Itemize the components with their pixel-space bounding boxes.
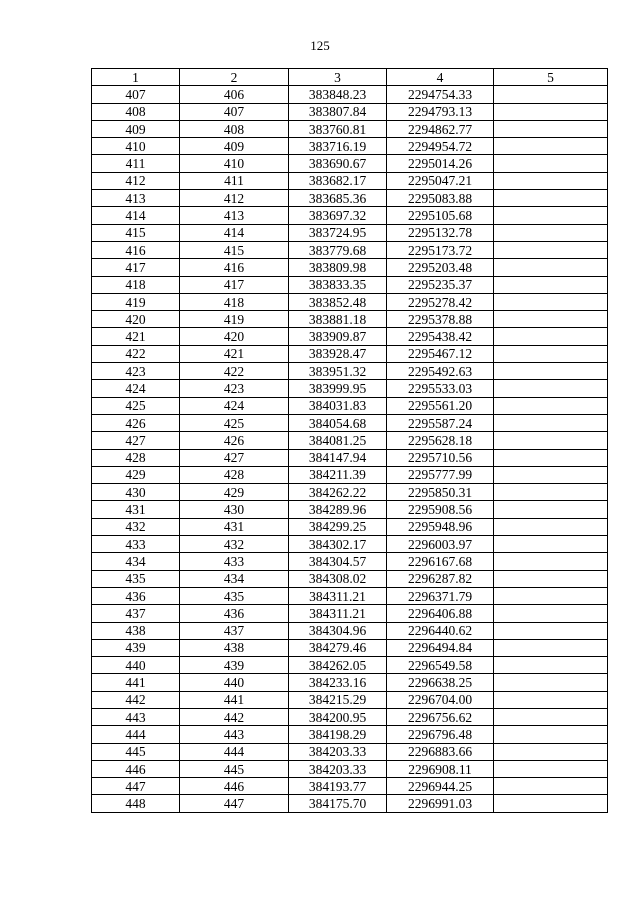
table-cell-col-5 <box>494 536 608 553</box>
table-row <box>92 155 608 172</box>
table-cell-col-4: 2295105.68 <box>387 207 494 224</box>
table-row <box>92 587 608 604</box>
table-cell-col-5 <box>494 138 608 155</box>
table-cell-col-5 <box>494 207 608 224</box>
table-cell-col-3: 384279.46 <box>289 639 387 656</box>
column-header-5: 5 <box>494 69 608 86</box>
table-cell-col-2: 447 <box>180 795 289 812</box>
table-cell-col-2: 409 <box>180 138 289 155</box>
table-cell-col-3: 383881.18 <box>289 311 387 328</box>
table-cell-col-4: 2295083.88 <box>387 190 494 207</box>
table-cell-col-4: 2295777.99 <box>387 466 494 483</box>
table-cell-col-1: 422 <box>92 345 180 362</box>
table-row <box>92 622 608 639</box>
table-cell-col-2: 442 <box>180 708 289 725</box>
table-cell-col-4: 2295173.72 <box>387 241 494 258</box>
table-cell-col-3: 383852.48 <box>289 293 387 310</box>
table-cell-col-5 <box>494 639 608 656</box>
table-cell-col-5 <box>494 363 608 380</box>
table-cell-col-2: 420 <box>180 328 289 345</box>
table-cell-col-2: 410 <box>180 155 289 172</box>
table-cell-col-5 <box>494 311 608 328</box>
table-cell-col-5 <box>494 760 608 777</box>
table-cell-col-3: 384308.02 <box>289 570 387 587</box>
table-cell-col-3: 384304.57 <box>289 553 387 570</box>
table-cell-col-2: 445 <box>180 760 289 777</box>
column-header-4: 4 <box>387 69 494 86</box>
table-cell-col-1: 441 <box>92 674 180 691</box>
table-cell-col-1: 420 <box>92 311 180 328</box>
table-cell-col-1: 409 <box>92 120 180 137</box>
table-row <box>92 380 608 397</box>
table-cell-col-2: 434 <box>180 570 289 587</box>
table-cell-col-1: 428 <box>92 449 180 466</box>
table-cell-col-1: 437 <box>92 605 180 622</box>
table-cell-col-4: 2296991.03 <box>387 795 494 812</box>
table-row <box>92 86 608 103</box>
table-cell-col-3: 384299.25 <box>289 518 387 535</box>
table-cell-col-2: 438 <box>180 639 289 656</box>
table-cell-col-5 <box>494 432 608 449</box>
table-row <box>92 726 608 743</box>
table-cell-col-5 <box>494 657 608 674</box>
table-cell-col-2: 422 <box>180 363 289 380</box>
table-row <box>92 743 608 760</box>
table-cell-col-1: 426 <box>92 414 180 431</box>
table-cell-col-3: 384262.22 <box>289 484 387 501</box>
table-header-row <box>92 69 608 86</box>
table-row <box>92 190 608 207</box>
column-header-2: 2 <box>180 69 289 86</box>
table-cell-col-1: 410 <box>92 138 180 155</box>
table-cell-col-3: 383760.81 <box>289 120 387 137</box>
table-cell-col-4: 2295132.78 <box>387 224 494 241</box>
table-row <box>92 397 608 414</box>
table-cell-col-4: 2296756.62 <box>387 708 494 725</box>
table-cell-col-2: 432 <box>180 536 289 553</box>
table-row <box>92 345 608 362</box>
table-cell-col-5 <box>494 190 608 207</box>
table-row <box>92 466 608 483</box>
table-cell-col-1: 433 <box>92 536 180 553</box>
table-cell-col-4: 2294862.77 <box>387 120 494 137</box>
table-cell-col-4: 2295047.21 <box>387 172 494 189</box>
table-cell-col-1: 439 <box>92 639 180 656</box>
table-row <box>92 639 608 656</box>
table-row <box>92 259 608 276</box>
table-cell-col-1: 419 <box>92 293 180 310</box>
table-cell-col-5 <box>494 155 608 172</box>
table-cell-col-5 <box>494 743 608 760</box>
table-cell-col-4: 2295278.42 <box>387 293 494 310</box>
table-cell-col-3: 383809.98 <box>289 259 387 276</box>
table-cell-col-4: 2295378.88 <box>387 311 494 328</box>
page-number: 125 <box>310 38 330 53</box>
table-row <box>92 553 608 570</box>
table-cell-col-3: 384175.70 <box>289 795 387 812</box>
table-cell-col-5 <box>494 622 608 639</box>
table-cell-col-3: 384198.29 <box>289 726 387 743</box>
table-cell-col-1: 435 <box>92 570 180 587</box>
table-cell-col-1: 445 <box>92 743 180 760</box>
table-cell-col-1: 415 <box>92 224 180 241</box>
table-cell-col-5 <box>494 518 608 535</box>
table-cell-col-3: 384233.16 <box>289 674 387 691</box>
table-cell-col-2: 430 <box>180 501 289 518</box>
table-row <box>92 518 608 535</box>
table-cell-col-5 <box>494 293 608 310</box>
table-cell-col-3: 384200.95 <box>289 708 387 725</box>
table-cell-col-1: 408 <box>92 103 180 120</box>
table-cell-col-4: 2296704.00 <box>387 691 494 708</box>
table-cell-col-4: 2295587.24 <box>387 414 494 431</box>
column-header-3: 3 <box>289 69 387 86</box>
table-cell-col-3: 384203.33 <box>289 743 387 760</box>
table-cell-col-5 <box>494 449 608 466</box>
table-cell-col-1: 425 <box>92 397 180 414</box>
table-cell-col-4: 2295492.63 <box>387 363 494 380</box>
table-cell-col-5 <box>494 345 608 362</box>
table-cell-col-5 <box>494 86 608 103</box>
table-cell-col-5 <box>494 587 608 604</box>
table-cell-col-3: 384311.21 <box>289 587 387 604</box>
table-cell-col-4: 2296167.68 <box>387 553 494 570</box>
table-cell-col-5 <box>494 605 608 622</box>
table-cell-col-5 <box>494 224 608 241</box>
table-cell-col-3: 384289.96 <box>289 501 387 518</box>
table-cell-col-3: 384193.77 <box>289 778 387 795</box>
table-cell-col-4: 2296908.11 <box>387 760 494 777</box>
table-cell-col-2: 424 <box>180 397 289 414</box>
table-cell-col-2: 419 <box>180 311 289 328</box>
table-cell-col-3: 384203.33 <box>289 760 387 777</box>
table-cell-col-4: 2296638.25 <box>387 674 494 691</box>
table-cell-col-1: 436 <box>92 587 180 604</box>
table-cell-col-4: 2295438.42 <box>387 328 494 345</box>
table-cell-col-1: 434 <box>92 553 180 570</box>
table-row <box>92 207 608 224</box>
table-cell-col-4: 2296944.25 <box>387 778 494 795</box>
table-cell-col-2: 441 <box>180 691 289 708</box>
table-cell-col-4: 2295850.31 <box>387 484 494 501</box>
table-cell-col-2: 427 <box>180 449 289 466</box>
table-cell-col-1: 414 <box>92 207 180 224</box>
table-cell-col-5 <box>494 120 608 137</box>
table-cell-col-5 <box>494 795 608 812</box>
table-row <box>92 414 608 431</box>
table-cell-col-3: 384304.96 <box>289 622 387 639</box>
table-cell-col-5 <box>494 397 608 414</box>
table-cell-col-5 <box>494 778 608 795</box>
table-cell-col-3: 384147.94 <box>289 449 387 466</box>
table-cell-col-4: 2295561.20 <box>387 397 494 414</box>
table-row <box>92 708 608 725</box>
table-cell-col-5 <box>494 276 608 293</box>
table-cell-col-1: 423 <box>92 363 180 380</box>
column-header-1: 1 <box>92 69 180 86</box>
table-cell-col-3: 383807.84 <box>289 103 387 120</box>
table-row <box>92 138 608 155</box>
table-row <box>92 276 608 293</box>
table-cell-col-5 <box>494 570 608 587</box>
table-cell-col-4: 2295467.12 <box>387 345 494 362</box>
table-cell-col-1: 413 <box>92 190 180 207</box>
table-cell-col-2: 436 <box>180 605 289 622</box>
table-cell-col-3: 384054.68 <box>289 414 387 431</box>
table-cell-col-2: 406 <box>180 86 289 103</box>
table-cell-col-1: 443 <box>92 708 180 725</box>
table-cell-col-4: 2296494.84 <box>387 639 494 656</box>
table-row <box>92 484 608 501</box>
table-cell-col-3: 384215.29 <box>289 691 387 708</box>
table-row <box>92 363 608 380</box>
table-cell-col-2: 443 <box>180 726 289 743</box>
table-cell-col-5 <box>494 380 608 397</box>
table-row <box>92 760 608 777</box>
table-cell-col-2: 437 <box>180 622 289 639</box>
table-cell-col-2: 428 <box>180 466 289 483</box>
table-cell-col-2: 421 <box>180 345 289 362</box>
table-cell-col-5 <box>494 259 608 276</box>
table-cell-col-5 <box>494 328 608 345</box>
table-row <box>92 311 608 328</box>
table-body <box>92 86 608 812</box>
table-cell-col-4: 2295948.96 <box>387 518 494 535</box>
coordinates-table <box>91 68 608 813</box>
table-cell-col-2: 411 <box>180 172 289 189</box>
table-cell-col-4: 2294954.72 <box>387 138 494 155</box>
table-cell-col-4: 2296003.97 <box>387 536 494 553</box>
table-cell-col-2: 439 <box>180 657 289 674</box>
table-cell-col-3: 383685.36 <box>289 190 387 207</box>
table-cell-col-4: 2295710.56 <box>387 449 494 466</box>
table-cell-col-3: 383951.32 <box>289 363 387 380</box>
table-row <box>92 674 608 691</box>
table-cell-col-5 <box>494 553 608 570</box>
table-cell-col-1: 417 <box>92 259 180 276</box>
table-cell-col-1: 412 <box>92 172 180 189</box>
table-cell-col-3: 383724.95 <box>289 224 387 241</box>
table-cell-col-2: 425 <box>180 414 289 431</box>
table-cell-col-3: 384302.17 <box>289 536 387 553</box>
table-cell-col-3: 384311.21 <box>289 605 387 622</box>
table-cell-col-3: 383848.23 <box>289 86 387 103</box>
table-row <box>92 241 608 258</box>
table-cell-col-1: 432 <box>92 518 180 535</box>
table-cell-col-2: 444 <box>180 743 289 760</box>
table-cell-col-4: 2295533.03 <box>387 380 494 397</box>
table-cell-col-4: 2295014.26 <box>387 155 494 172</box>
table-cell-col-3: 383697.32 <box>289 207 387 224</box>
table-row <box>92 449 608 466</box>
table-cell-col-1: 411 <box>92 155 180 172</box>
table-cell-col-1: 418 <box>92 276 180 293</box>
table-cell-col-4: 2296549.58 <box>387 657 494 674</box>
table-row <box>92 172 608 189</box>
table-cell-col-5 <box>494 501 608 518</box>
table-cell-col-3: 383690.67 <box>289 155 387 172</box>
table-cell-col-2: 429 <box>180 484 289 501</box>
table-cell-col-2: 413 <box>180 207 289 224</box>
table-cell-col-2: 418 <box>180 293 289 310</box>
table-row <box>92 432 608 449</box>
table-cell-col-4: 2294754.33 <box>387 86 494 103</box>
table-row <box>92 501 608 518</box>
table-cell-col-4: 2295628.18 <box>387 432 494 449</box>
table-row <box>92 778 608 795</box>
table-row <box>92 103 608 120</box>
table-cell-col-3: 384031.83 <box>289 397 387 414</box>
table-cell-col-5 <box>494 414 608 431</box>
table-cell-col-1: 440 <box>92 657 180 674</box>
table-cell-col-3: 384211.39 <box>289 466 387 483</box>
table-cell-col-1: 442 <box>92 691 180 708</box>
table-row <box>92 691 608 708</box>
table-cell-col-1: 421 <box>92 328 180 345</box>
table-cell-col-1: 430 <box>92 484 180 501</box>
table-cell-col-2: 417 <box>180 276 289 293</box>
table-cell-col-3: 384081.25 <box>289 432 387 449</box>
table-cell-col-3: 383716.19 <box>289 138 387 155</box>
table-cell-col-5 <box>494 674 608 691</box>
table-cell-col-5 <box>494 484 608 501</box>
table-cell-col-2: 423 <box>180 380 289 397</box>
table-cell-col-4: 2295235.37 <box>387 276 494 293</box>
table-cell-col-3: 383779.68 <box>289 241 387 258</box>
table-cell-col-4: 2296796.48 <box>387 726 494 743</box>
table-row <box>92 605 608 622</box>
table-cell-col-2: 407 <box>180 103 289 120</box>
table-cell-col-4: 2295203.48 <box>387 259 494 276</box>
table-cell-col-4: 2294793.13 <box>387 103 494 120</box>
table-row <box>92 570 608 587</box>
table-row <box>92 657 608 674</box>
table-cell-col-1: 431 <box>92 501 180 518</box>
table-cell-col-1: 444 <box>92 726 180 743</box>
table-cell-col-5 <box>494 726 608 743</box>
table-cell-col-1: 448 <box>92 795 180 812</box>
table-cell-col-2: 408 <box>180 120 289 137</box>
table-cell-col-3: 383682.17 <box>289 172 387 189</box>
table-cell-col-2: 440 <box>180 674 289 691</box>
table-cell-col-2: 415 <box>180 241 289 258</box>
table-cell-col-1: 427 <box>92 432 180 449</box>
table-cell-col-5 <box>494 691 608 708</box>
table-cell-col-1: 438 <box>92 622 180 639</box>
table-cell-col-5 <box>494 466 608 483</box>
table-cell-col-4: 2296883.66 <box>387 743 494 760</box>
table-cell-col-4: 2296440.62 <box>387 622 494 639</box>
table-row <box>92 224 608 241</box>
table-cell-col-4: 2296371.79 <box>387 587 494 604</box>
table-row <box>92 120 608 137</box>
table-cell-col-1: 416 <box>92 241 180 258</box>
table-row <box>92 536 608 553</box>
table-row <box>92 293 608 310</box>
table-cell-col-2: 426 <box>180 432 289 449</box>
table-cell-col-2: 433 <box>180 553 289 570</box>
table-cell-col-2: 412 <box>180 190 289 207</box>
table-cell-col-1: 407 <box>92 86 180 103</box>
table-cell-col-5 <box>494 241 608 258</box>
table-cell-col-5 <box>494 172 608 189</box>
table-cell-col-2: 446 <box>180 778 289 795</box>
table-cell-col-3: 383999.95 <box>289 380 387 397</box>
table-row <box>92 795 608 812</box>
table-cell-col-3: 383909.87 <box>289 328 387 345</box>
table-row <box>92 328 608 345</box>
table-cell-col-1: 446 <box>92 760 180 777</box>
table-cell-col-2: 414 <box>180 224 289 241</box>
table-cell-col-2: 416 <box>180 259 289 276</box>
table-cell-col-2: 431 <box>180 518 289 535</box>
table-cell-col-4: 2296287.82 <box>387 570 494 587</box>
table-cell-col-4: 2295908.56 <box>387 501 494 518</box>
table-cell-col-5 <box>494 708 608 725</box>
table-cell-col-1: 424 <box>92 380 180 397</box>
table-cell-col-2: 435 <box>180 587 289 604</box>
table-cell-col-4: 2296406.88 <box>387 605 494 622</box>
table-cell-col-1: 429 <box>92 466 180 483</box>
table-cell-col-1: 447 <box>92 778 180 795</box>
table-cell-col-5 <box>494 103 608 120</box>
table-cell-col-3: 384262.05 <box>289 657 387 674</box>
table-cell-col-3: 383833.35 <box>289 276 387 293</box>
table-cell-col-3: 383928.47 <box>289 345 387 362</box>
